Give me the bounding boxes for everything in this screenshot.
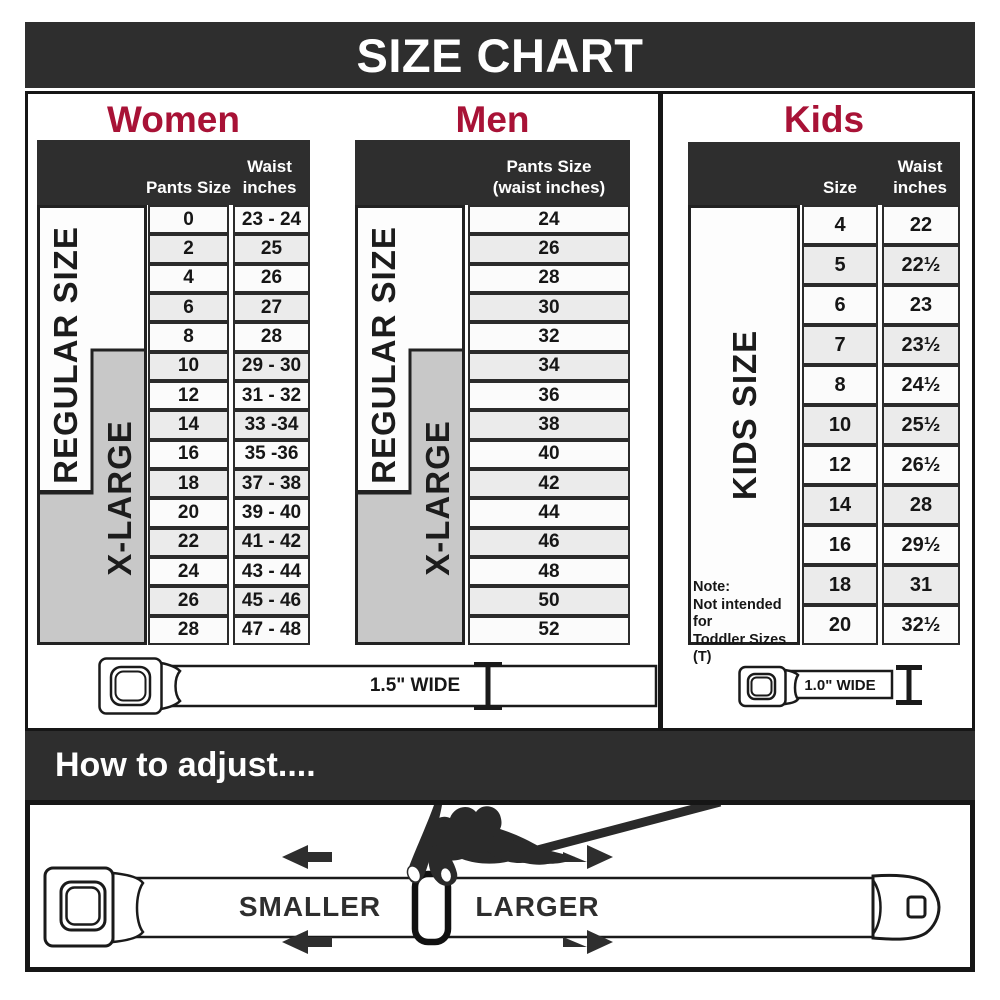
adjust-belt-illustration xyxy=(30,805,970,967)
table-cell: 39 - 40 xyxy=(233,498,310,527)
table-cell: 25 xyxy=(233,234,310,263)
table-cell: 23 xyxy=(882,285,960,325)
table-cell: 46 xyxy=(468,528,630,557)
kids-col1-header: Size xyxy=(822,177,858,197)
men-table-body xyxy=(355,205,630,645)
adult-belt-width-label: 1.5" WIDE xyxy=(369,675,461,696)
table-cell: 48 xyxy=(468,557,630,586)
men-section-title: Men xyxy=(455,99,530,140)
women-x-large-label: X-LARGE xyxy=(101,420,138,576)
kids-note: Note: Not intended for Toddler Sizes (T) xyxy=(693,579,787,665)
table-cell: 8 xyxy=(802,365,878,405)
belt-tip xyxy=(873,875,939,939)
women-pants-size-column xyxy=(148,205,229,645)
table-cell: 44 xyxy=(468,498,630,527)
larger-label: LARGER xyxy=(475,891,600,922)
table-cell: 43 - 44 xyxy=(233,557,310,586)
table-cell: 4 xyxy=(802,205,878,245)
men-table-header xyxy=(355,140,630,205)
kids-table-body xyxy=(688,205,960,665)
table-cell: 7 xyxy=(802,325,878,365)
table-cell: 28 xyxy=(882,485,960,525)
table-cell: 26 xyxy=(233,264,310,293)
table-cell: 35 -36 xyxy=(233,440,310,469)
kids-size-label: KIDS SIZE xyxy=(726,329,763,501)
table-cell: 32½ xyxy=(882,605,960,645)
table-cell: 24½ xyxy=(882,365,960,405)
table-cell: 8 xyxy=(148,322,229,351)
women-col2-header: Waist inches xyxy=(242,157,297,197)
table-cell: 18 xyxy=(148,469,229,498)
table-cell: 10 xyxy=(802,405,878,445)
table-cell: 31 xyxy=(882,565,960,605)
table-cell: 5 xyxy=(802,245,878,285)
table-cell: 4 xyxy=(148,264,229,293)
how-to-adjust-heading: How to adjust.... xyxy=(25,731,975,800)
table-cell: 29 - 30 xyxy=(233,352,310,381)
table-cell: 40 xyxy=(468,440,630,469)
kids-size-column xyxy=(802,205,878,645)
kids-col2-header: Waist inches xyxy=(893,157,947,197)
table-cell: 24 xyxy=(468,205,630,234)
table-cell: 50 xyxy=(468,586,630,615)
table-cell: 28 xyxy=(233,322,310,351)
men-regular-size-label: REGULAR SIZE xyxy=(365,226,402,484)
table-cell: 22 xyxy=(882,205,960,245)
table-cell: 16 xyxy=(802,525,878,565)
table-cell: 31 - 32 xyxy=(233,381,310,410)
table-cell: 24 xyxy=(148,557,229,586)
table-cell: 42 xyxy=(468,469,630,498)
table-cell: 34 xyxy=(468,352,630,381)
table-cell: 33 -34 xyxy=(233,410,310,439)
table-cell: 52 xyxy=(468,616,630,645)
table-cell: 30 xyxy=(468,293,630,322)
kids-section-title: Kids xyxy=(783,99,865,140)
table-cell: 6 xyxy=(802,285,878,325)
table-cell: 25½ xyxy=(882,405,960,445)
kids-waist-column xyxy=(882,205,960,645)
table-cell: 12 xyxy=(802,445,878,485)
table-cell: 23½ xyxy=(882,325,960,365)
women-table-header xyxy=(37,140,310,205)
table-cell: 47 - 48 xyxy=(233,616,310,645)
table-cell: 18 xyxy=(802,565,878,605)
table-cell: 22 xyxy=(148,528,229,557)
table-cell: 23 - 24 xyxy=(233,205,310,234)
pulled-strap-line xyxy=(530,805,720,852)
table-cell: 6 xyxy=(148,293,229,322)
table-cell: 28 xyxy=(468,264,630,293)
size-chart-main-box xyxy=(25,91,975,731)
table-cell: 10 xyxy=(148,352,229,381)
table-cell: 14 xyxy=(802,485,878,525)
table-cell: 32 xyxy=(468,322,630,351)
table-cell: 26 xyxy=(468,234,630,263)
table-cell: 37 - 38 xyxy=(233,469,310,498)
table-cell: 45 - 46 xyxy=(233,586,310,615)
adjust-illustration-box xyxy=(25,800,975,972)
table-cell: 27 xyxy=(233,293,310,322)
table-cell: 41 - 42 xyxy=(233,528,310,557)
table-cell: 29½ xyxy=(882,525,960,565)
women-waist-column xyxy=(233,205,310,645)
table-cell: 12 xyxy=(148,381,229,410)
table-cell: 22½ xyxy=(882,245,960,285)
table-cell: 36 xyxy=(468,381,630,410)
belt-tip-hole xyxy=(908,897,925,917)
table-cell: 16 xyxy=(148,440,229,469)
kids-belt-width-label: 1.0" WIDE xyxy=(804,677,876,694)
table-cell: 26 xyxy=(148,586,229,615)
table-cell: 26½ xyxy=(882,445,960,485)
table-cell: 20 xyxy=(148,498,229,527)
smaller-label: SMALLER xyxy=(238,891,382,922)
table-cell: 0 xyxy=(148,205,229,234)
section-divider xyxy=(658,94,663,728)
men-col-header: Pants Size (waist inches) xyxy=(492,157,606,197)
kids-table-header xyxy=(688,142,960,205)
page-title: SIZE CHART xyxy=(25,22,975,88)
women-section-title: Women xyxy=(107,99,240,140)
men-x-large-label: X-LARGE xyxy=(419,420,456,576)
table-cell: 14 xyxy=(148,410,229,439)
table-cell: 2 xyxy=(148,234,229,263)
women-table-body xyxy=(37,205,310,645)
table-cell: 38 xyxy=(468,410,630,439)
women-regular-size-label: REGULAR SIZE xyxy=(47,226,84,484)
table-cell: 20 xyxy=(802,605,878,645)
women-col1-header: Pants Size xyxy=(145,177,232,197)
table-cell: 28 xyxy=(148,616,229,645)
men-size-column xyxy=(468,205,630,645)
